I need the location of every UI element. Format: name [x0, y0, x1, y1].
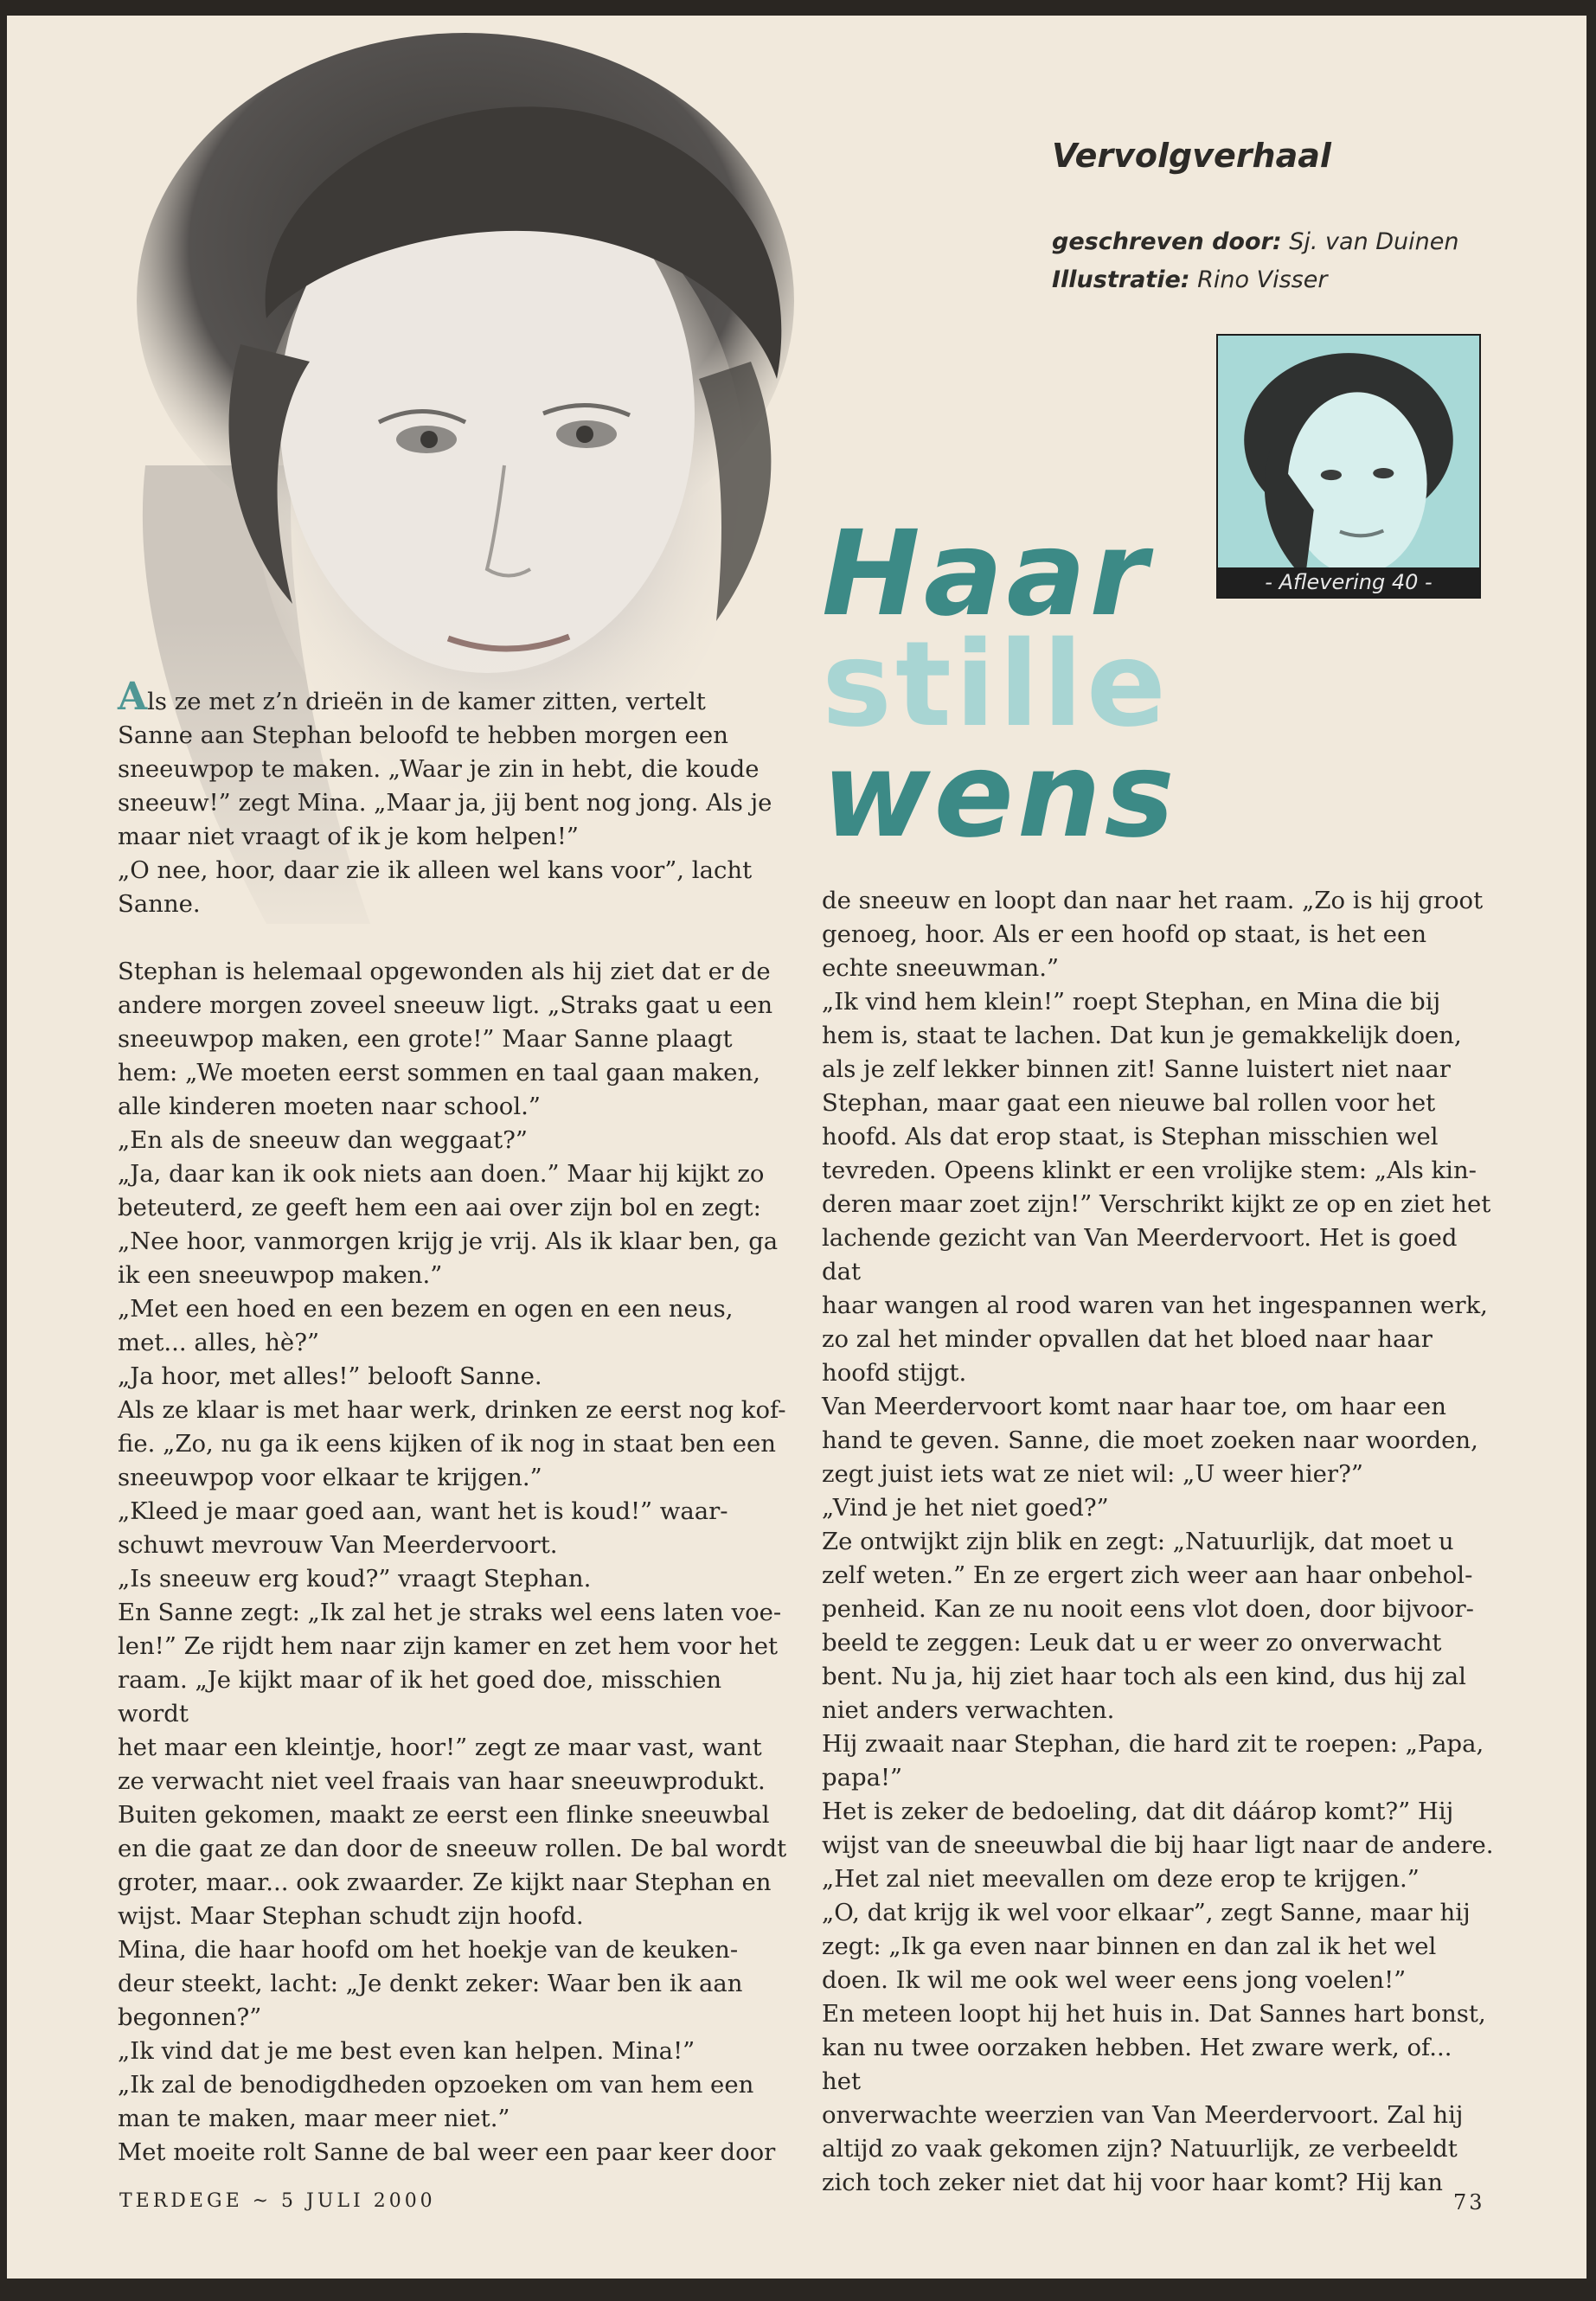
paragraph-line: hoofd. Als dat erop staat, is Stephan misschien wel: [822, 1123, 1439, 1150]
paragraph-line: „Ik zal de benodigdheden opzoeken om van hem een: [118, 2071, 754, 2099]
paragraph-line: „Nee hoor, vanmorgen krijg je vrij. Als ik klaar ben, ga: [118, 1227, 779, 1255]
paragraph-line: bent. Nu ja, hij ziet haar toch als een kind, dus hij zal: [822, 1663, 1466, 1690]
paragraph-line: „O nee, hoor, daar zie ik alleen wel kans voor”, lacht: [118, 856, 753, 884]
paragraph-line: man te maken, maar meer niet.”: [118, 2105, 510, 2132]
first-line-text: ls ze met z’n drieën in de kamer zitten, vertelt: [147, 688, 706, 715]
paragraph-line: Stephan, maar gaat een nieuwe bal rollen voor het: [822, 1089, 1436, 1117]
paragraph-line: hem: „We moeten eerst sommen en taal gaan maken,: [118, 1059, 761, 1086]
left-text-column: [118, 675, 792, 2170]
paragraph-line: wijst. Maar Stephan schudt zijn hoofd.: [118, 1902, 584, 1930]
paragraph-line: „Kleed je maar goed aan, want het is koud!” waar-: [118, 1497, 728, 1525]
paragraph-line: het maar een kleintje, hoor!” zegt ze maar vast, want: [118, 1734, 762, 1761]
paragraph-line: sneeuwpop voor elkaar te krijgen.”: [118, 1464, 542, 1491]
paragraph-line: wijst van de sneeuwbal die bij haar ligt naar de andere.: [822, 1831, 1494, 1859]
paragraph-line: beeld te zeggen: Leuk dat u er weer zo onverwacht: [822, 1629, 1442, 1657]
paragraph-line: met... alles, hè?”: [118, 1329, 320, 1356]
paragraph-line: fie. „Zo, nu ga ik eens kijken of ik nog in staat ben een: [118, 1430, 776, 1458]
story-title: [822, 506, 1178, 864]
paragraph-line: zelf weten.” En ze ergert zich weer aan haar onbehol-: [822, 1561, 1473, 1589]
publication-footer: TERDEGE ~ 5 JULI 2000: [119, 2190, 436, 2212]
paragraph-line: zegt: „Ik ga even naar binnen en dan zal ik het wel: [822, 1932, 1437, 1960]
paragraph-gap: [118, 921, 792, 955]
paragraph-line: kan nu twee oorzaken hebben. Het zware werk, of... het: [822, 2034, 1460, 2095]
paragraph-line: maar niet vraagt of ik je kom helpen!”: [118, 823, 579, 850]
paragraph-line: alle kinderen moeten naar school.”: [118, 1093, 541, 1120]
paragraph-line: En Sanne zegt: „Ik zal het je straks wel eens laten voe-: [118, 1599, 782, 1626]
paragraph-line: haar wangen al rood waren van het ingespannen werk,: [822, 1292, 1488, 1319]
paragraph-line: papa!”: [822, 1764, 903, 1791]
paragraph-line: Van Meerdervoort komt naar haar toe, om haar een: [822, 1393, 1446, 1420]
paragraph-line: penheid. Kan ze nu nooit eens vlot doen, door bijvoor-: [822, 1595, 1474, 1623]
paragraph-line: raam. „Je kijkt maar of ik het goed doe, misschien wordt: [118, 1666, 729, 1727]
paragraph-line: Met moeite rolt Sanne de bal weer een paar keer door: [118, 2138, 776, 2166]
paragraph-line: genoeg, hoor. Als er een hoofd op staat, is het een: [822, 920, 1427, 948]
paragraph-line: „Ik vind dat je me best even kan helpen. Mina!”: [118, 2037, 695, 2065]
thumbnail-portrait-drawing: [1218, 336, 1479, 597]
paragraph-line: hand te geven. Sanne, die moet zoeken naar woorden,: [822, 1426, 1478, 1454]
illustrator-label: Illustratie:: [1052, 266, 1190, 293]
paragraph-line: deur steekt, lacht: „Je denkt zeker: Waar ben ik aan: [118, 1970, 743, 1997]
drop-cap: A: [118, 675, 148, 719]
paragraph-line: zo zal het minder opvallen dat het bloed naar haar: [822, 1325, 1433, 1353]
magazine-page: [7, 16, 1586, 2279]
paragraph-line: Mina, die haar hoofd om het hoekje van de keuken-: [118, 1936, 739, 1964]
paragraph-line: zich toch zeker niet dat hij voor haar komt? Hij kan: [822, 2169, 1443, 2196]
paragraph-line: Als ze klaar is met haar werk, drinken ze eerst nog kof-: [118, 1396, 786, 1424]
author-label: geschreven door:: [1052, 228, 1282, 255]
title-line-2: stille: [822, 617, 1170, 753]
paragraph-line: „Ik vind hem klein!” roept Stephan, en Mina die bij: [822, 988, 1441, 1016]
paragraph-line: deren maar zoet zijn!” Verschrikt kijkt ze op en ziet het: [822, 1190, 1491, 1218]
paragraph-line: echte sneeuwman.”: [822, 954, 1060, 982]
paragraph-line: begonnen?”: [118, 2003, 262, 2031]
credits: [1052, 223, 1459, 299]
paragraph-line: Hij zwaait naar Stephan, die hard zit te roepen: „Papa,: [822, 1730, 1484, 1758]
paragraph-line: groter, maar... ook zwaarder. Ze kijkt naar Stephan en: [118, 1868, 772, 1896]
paragraph-line: „Vind je het niet goed?”: [822, 1494, 1109, 1522]
paragraph-line: sneeuwpop maken, een grote!” Maar Sanne plaagt: [118, 1025, 733, 1053]
paragraph-line: onverwachte weerzien van Van Meerdervoort. Zal hij: [822, 2101, 1464, 2129]
paragraph-line: „Ja hoor, met alles!” belooft Sanne.: [118, 1362, 542, 1390]
paragraph-line: niet anders verwachten.: [822, 1696, 1115, 1724]
paragraph-line: „En als de sneeuw dan weggaat?”: [118, 1126, 528, 1154]
paragraph-line: „Met een hoed en een bezem en ogen en een neus,: [118, 1295, 734, 1323]
paragraph-line: Ze ontwijkt zijn blik en zegt: „Natuurlijk, dat moet u: [822, 1528, 1454, 1555]
paragraph-line: schuwt mevrouw Van Meerdervoort.: [118, 1531, 558, 1559]
series-label: Vervolgverhaal: [1052, 137, 1331, 175]
author-name: Sj. van Duinen: [1289, 228, 1459, 255]
title-line-3: wens: [822, 727, 1178, 864]
title-line-1: Haar: [822, 506, 1151, 643]
paragraph-line: de sneeuw en loopt dan naar het raam. „Zo is hij groot: [822, 887, 1484, 914]
author-line: [1052, 223, 1459, 261]
paragraph-line: En meteen loopt hij het huis in. Dat Sannes hart bonst,: [822, 2000, 1486, 2028]
paragraph-line: beteuterd, ze geeft hem een aai over zijn bol en zegt:: [118, 1194, 761, 1221]
page-number: 73: [1453, 2190, 1485, 2214]
paragraph-line: Het is zeker de bedoeling, dat dit dáárop komt?” Hij: [822, 1798, 1454, 1825]
paragraph-line: sneeuwpop te maken. „Waar je zin in hebt, die koude: [118, 755, 760, 783]
episode-thumbnail: [1216, 334, 1481, 599]
paragraph-line: ik een sneeuwpop maken.”: [118, 1261, 443, 1289]
paragraph-line: Sanne aan Stephan beloofd te hebben morgen een: [118, 721, 728, 749]
illustrator-line: [1052, 261, 1459, 299]
episode-label: - Aflevering 40 -: [1218, 567, 1479, 597]
paragraph-line: ze verwacht niet veel fraais van haar sneeuwprodukt.: [118, 1767, 766, 1795]
paragraph-line: hem is, staat te lachen. Dat kun je gemakkelijk doen,: [822, 1022, 1462, 1049]
paragraph-line: hoofd stijgt.: [822, 1359, 967, 1387]
paragraph-line: Sanne.: [118, 890, 201, 918]
paragraph-line: tevreden. Opeens klinkt er een vrolijke stem: „Als kin-: [822, 1157, 1477, 1184]
paragraph-line: Stephan is helemaal opgewonden als hij ziet dat er de: [118, 958, 771, 985]
paragraph-line: „Is sneeuw erg koud?” vraagt Stephan.: [118, 1565, 592, 1593]
paragraph-line: „Het zal niet meevallen om deze erop te krijgen.”: [822, 1865, 1420, 1893]
right-text-column: [822, 884, 1497, 2200]
paragraph-line: [118, 675, 792, 719]
paragraph-line: doen. Ik wil me ook wel weer eens jong voelen!”: [822, 1966, 1407, 1994]
paragraph-line: lachende gezicht van Van Meerdervoort. Het is goed dat: [822, 1224, 1465, 1285]
paragraph-line: en die gaat ze dan door de sneeuw rollen. De bal wordt: [118, 1835, 787, 1862]
paragraph-line: andere morgen zoveel sneeuw ligt. „Straks gaat u een: [118, 991, 773, 1019]
paragraph-line: Buiten gekomen, maakt ze eerst een flinke sneeuwbal: [118, 1801, 770, 1829]
paragraph-line: altijd zo vaak gekomen zijn? Natuurlijk, ze verbeeldt: [822, 2135, 1458, 2163]
paragraph-line: „O, dat krijg ik wel voor elkaar”, zegt Sanne, maar hij: [822, 1899, 1471, 1926]
paragraph-line: als je zelf lekker binnen zit! Sanne luistert niet naar: [822, 1055, 1451, 1083]
paragraph-line: len!” Ze rijdt hem naar zijn kamer en zet hem voor het: [118, 1632, 779, 1660]
paragraph-line: zegt juist iets wat ze niet wil: „U weer hier?”: [822, 1460, 1363, 1488]
paragraph-line: „Ja, daar kan ik ook niets aan doen.” Maar hij kijkt zo: [118, 1160, 765, 1188]
paragraph-line: sneeuw!” zegt Mina. „Maar ja, jij bent nog jong. Als je: [118, 789, 772, 817]
illustrator-name: Rino Visser: [1197, 266, 1328, 293]
